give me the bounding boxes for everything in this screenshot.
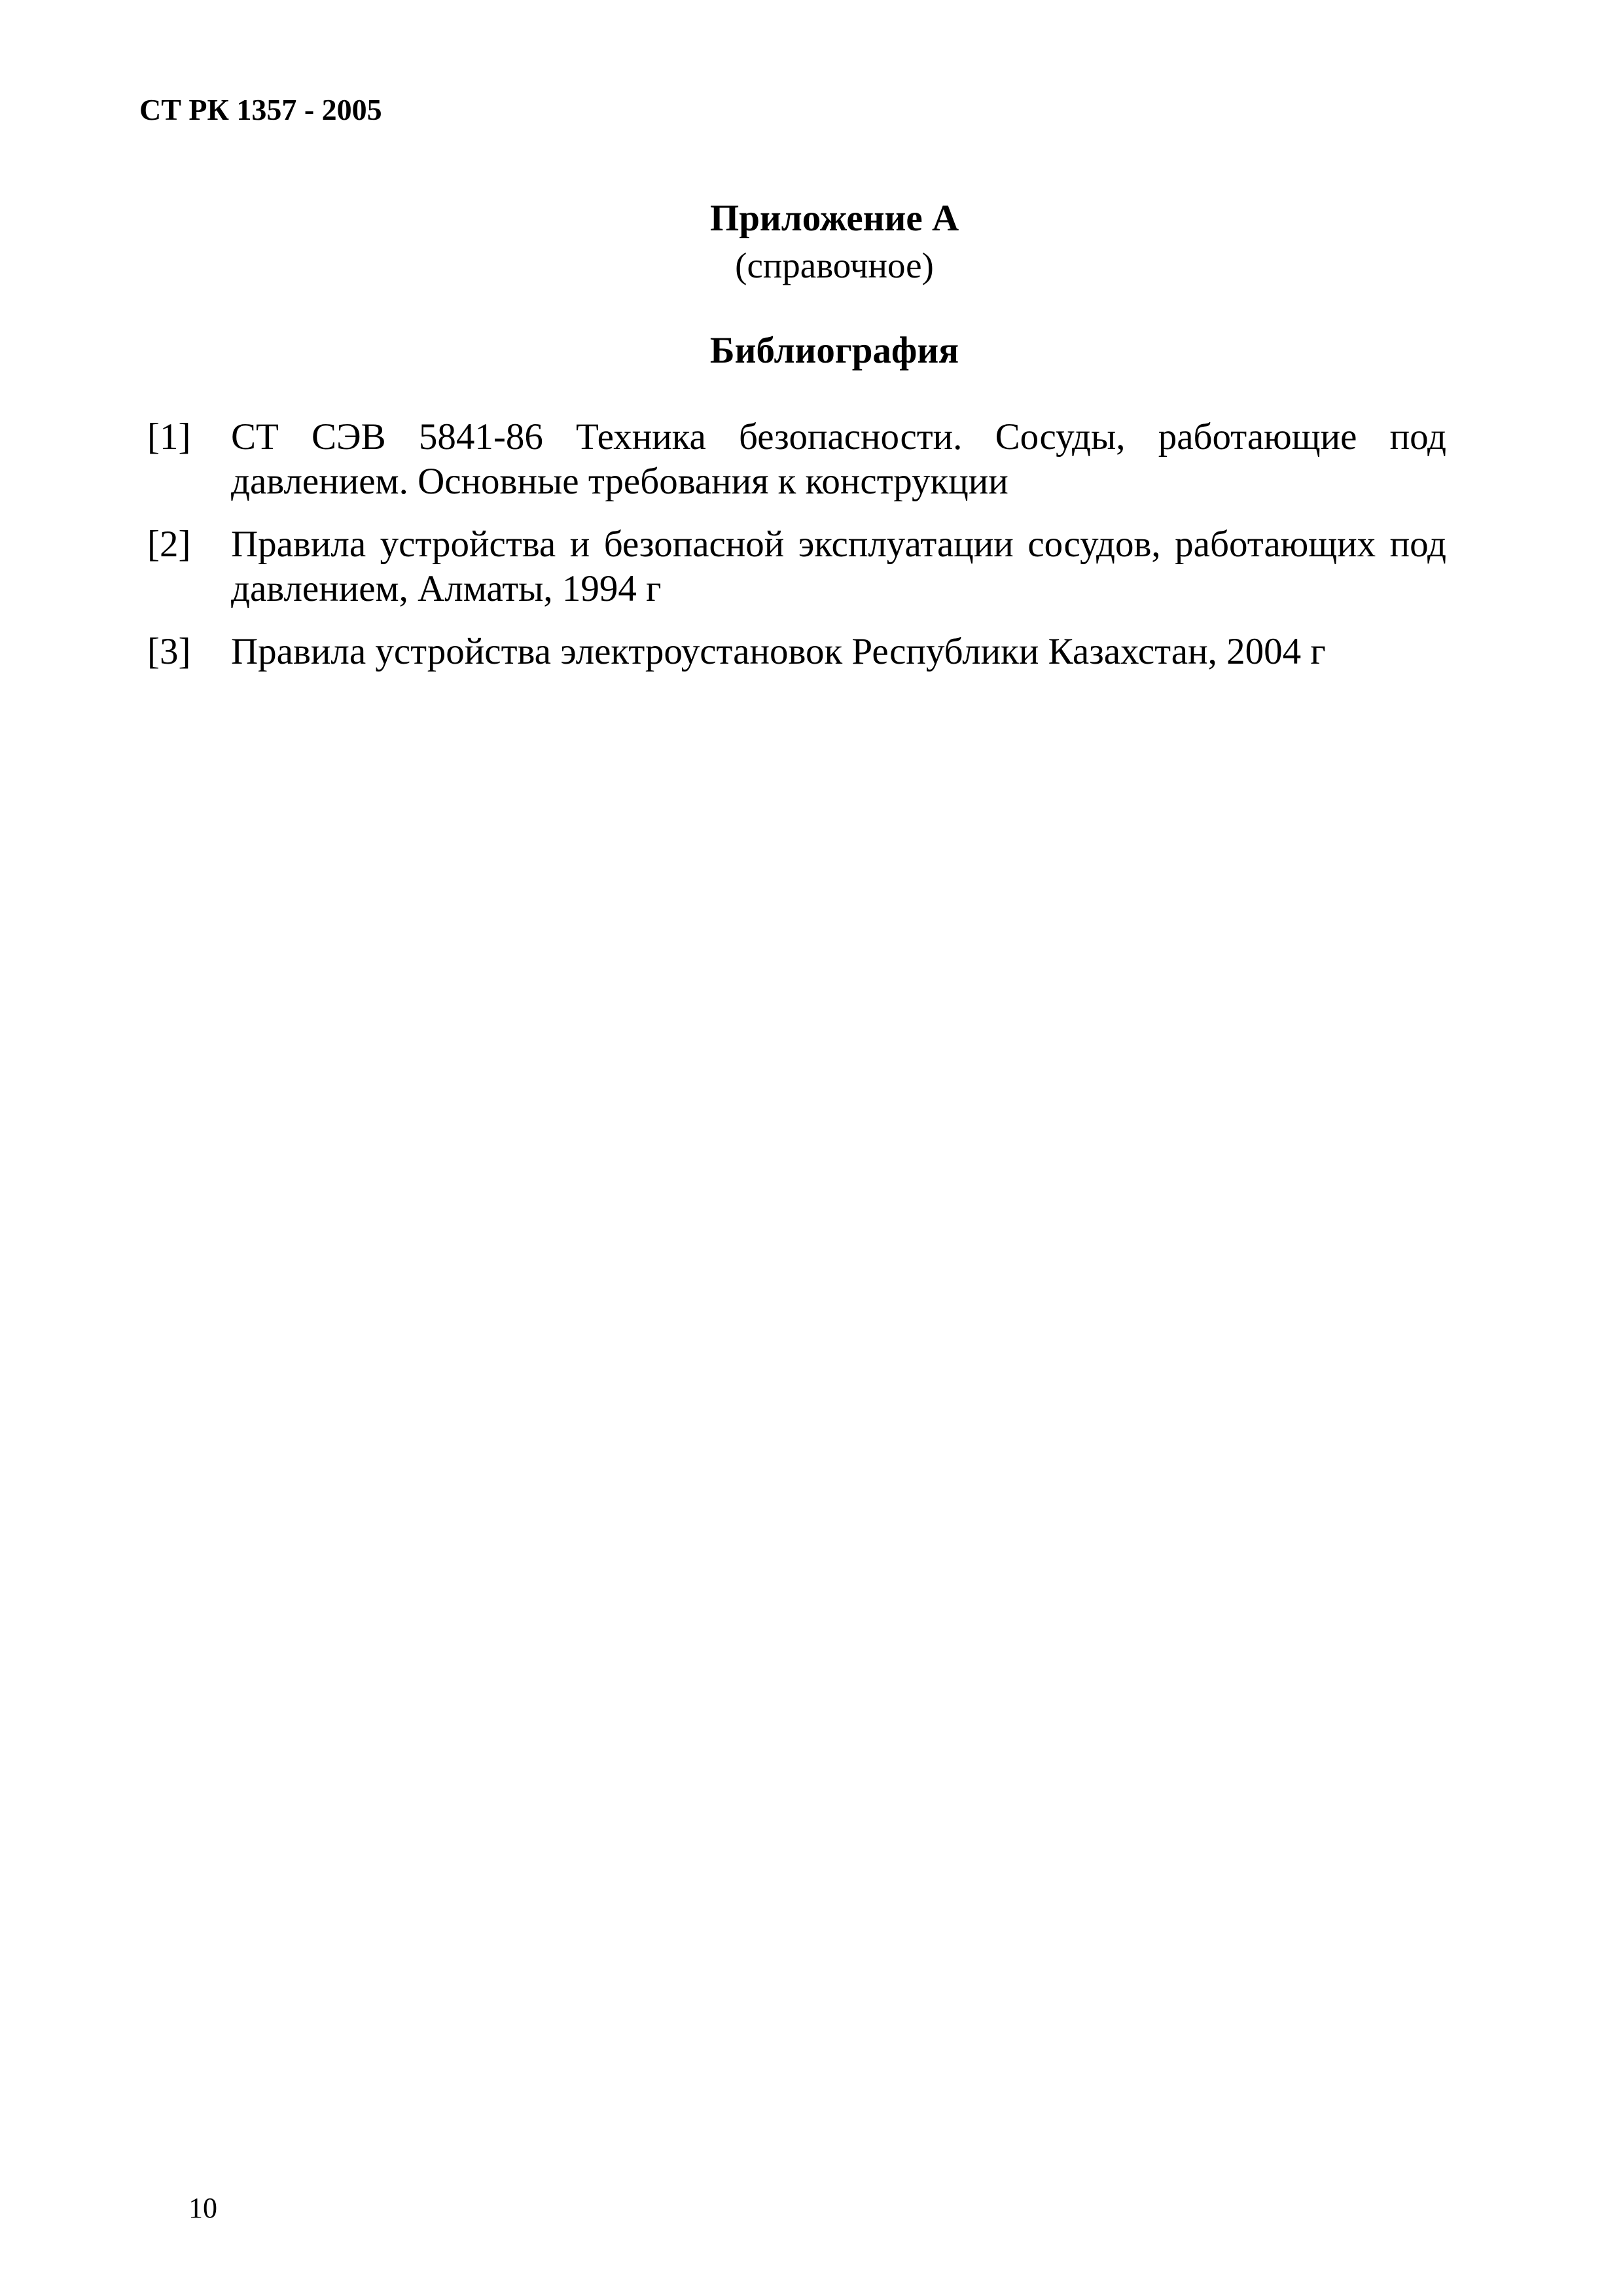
annex-title: Приложение А (709, 198, 959, 239)
annex-subtitle: (справочное) (735, 245, 934, 285)
annex-heading (0, 195, 1623, 289)
page-number: 10 (188, 2192, 217, 2224)
reference-item-2 (147, 522, 1446, 611)
reference-number: [2] (147, 524, 191, 565)
reference-item-1 (147, 415, 1446, 504)
bibliography-title: Библиография (709, 330, 959, 371)
reference-text: Правила устройства электроустановок Республики Казахстан, 2004 г (231, 631, 1326, 672)
reference-list (147, 415, 1446, 692)
reference-item-3 (147, 630, 1446, 674)
reference-text: Правила устройства и безопасной эксплуатации сосудов, работающих под давлением, Алматы, 1994 г (231, 524, 1446, 609)
reference-number: [1] (147, 416, 191, 457)
document-code: СТ РК 1357 - 2005 (139, 93, 382, 126)
reference-number: [3] (147, 631, 191, 672)
reference-text: СТ СЭВ 5841-86 Техника безопасности. Сосуды, работающие под давлением. Основные требования к конструкции (231, 416, 1446, 502)
